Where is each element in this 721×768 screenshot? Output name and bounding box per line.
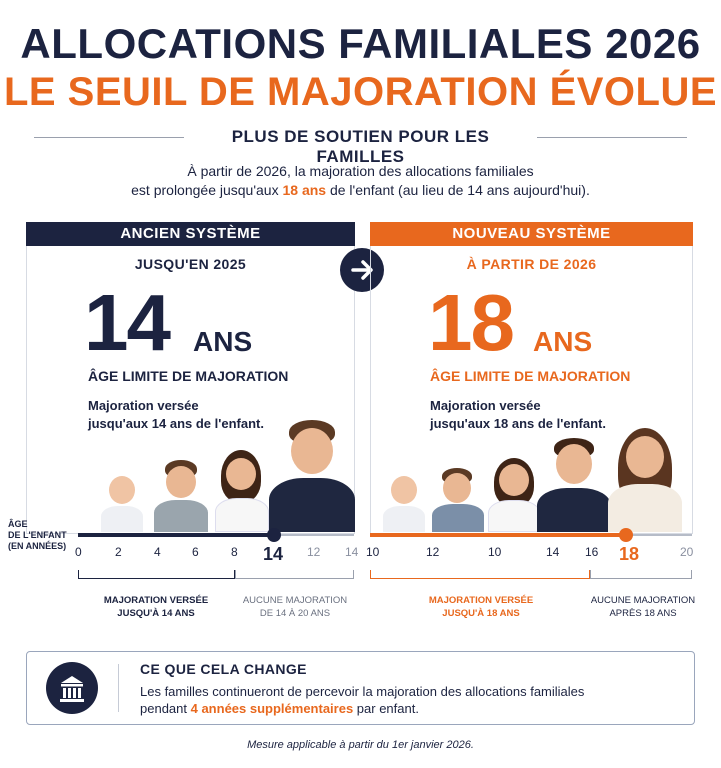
axis-label-line3: (EN ANNÉES): [8, 541, 67, 551]
old-system-header: ANCIEN SYSTÈME: [26, 222, 355, 246]
old-tick: 0: [75, 545, 82, 559]
baby-figure: [382, 492, 426, 532]
new-paid-line1: MAJORATION VERSÉE: [428, 595, 534, 606]
old-timeline-active: [78, 533, 274, 537]
change-title: CE QUE CELA CHANGE: [140, 661, 307, 677]
intro-text: [60, 162, 661, 200]
new-tick: 12: [426, 545, 440, 559]
old-tick: 2: [115, 545, 122, 559]
old-desc-line1: Majoration versée: [88, 398, 199, 413]
new-none-caption: [586, 594, 700, 620]
teen-boy-figure: [537, 438, 611, 532]
old-tick-highlight: 14: [263, 544, 284, 564]
intro-highlight: 18 ans: [282, 182, 327, 198]
intro-line2-after: de l'enfant (au lieu de 14 ans aujourd'hui).: [326, 182, 590, 198]
box-divider: [118, 664, 119, 712]
axis-label-line1: ÂGE: [8, 519, 28, 529]
new-tick: 16: [585, 545, 599, 559]
change-line2: [140, 700, 680, 717]
new-limit-label: ÂGE LIMITE DE MAJORATION: [430, 368, 631, 384]
old-paid-caption: [90, 594, 222, 620]
baby-figure: [99, 492, 143, 532]
old-timeline-marker: [267, 528, 281, 542]
child-figure: [151, 460, 209, 532]
new-system-header: NOUVEAU SYSTÈME: [370, 222, 693, 246]
old-none-caption: [238, 594, 352, 620]
new-timeline-active: [370, 533, 626, 537]
old-tick: 14: [345, 545, 359, 559]
girl-figure: [485, 458, 543, 532]
old-tick: 6: [192, 545, 199, 559]
new-tick: 14: [546, 545, 560, 559]
child-figure: [430, 468, 484, 532]
page-subtitle-orange: LE SEUIL DE MAJORATION ÉVOLUE: [3, 70, 718, 114]
new-age-number: 18: [428, 278, 513, 367]
new-paid-bracket: [370, 570, 590, 579]
old-tick: 8: [231, 545, 238, 559]
old-paid-line1: MAJORATION VERSÉE: [103, 595, 209, 606]
change-text: [140, 683, 680, 717]
change-line2-before: pendant: [140, 701, 191, 716]
divider-left: [34, 137, 184, 138]
girl-figure: [211, 450, 271, 532]
old-age-unit: ANS: [193, 326, 253, 357]
new-age-unit: ANS: [533, 326, 593, 357]
old-children-illustration: [96, 410, 354, 532]
new-tick: 20: [680, 545, 694, 559]
footer-note: Mesure applicable à partir du 1er janvier 2026.: [247, 739, 474, 751]
page-title: ALLOCATIONS FAMILIALES 2026: [20, 20, 701, 67]
young-woman-figure: [606, 428, 684, 532]
old-age-number: 14: [84, 278, 169, 367]
institution-icon: [46, 662, 98, 714]
axis-label-line2: DE L'ENFANT: [8, 530, 67, 540]
new-children-illustration: [380, 420, 690, 532]
change-highlight: 4 années supplémentaires: [190, 701, 354, 716]
new-timeline-marker: [619, 528, 633, 542]
new-none-bracket: [590, 570, 692, 579]
intro-line1: À partir de 2026, la majoration des allocations familiales: [187, 163, 534, 179]
new-paid-caption: [412, 594, 550, 620]
change-line2-after: par enfant.: [353, 701, 419, 716]
old-none-line1: AUCUNE MAJORATION: [242, 595, 348, 606]
old-desc-line2: jusqu'aux 14 ans de l'enfant.: [88, 416, 264, 431]
new-desc-line1: Majoration versée: [430, 398, 541, 413]
old-paid-bracket: [78, 570, 235, 579]
intro-line2-before: est prolongée jusqu'aux: [131, 182, 283, 198]
teen-figure: [269, 420, 355, 532]
new-desc-line2: jusqu'aux 18 ans de l'enfant.: [430, 416, 606, 431]
new-tick: 10: [366, 545, 380, 559]
old-paid-line2: JUSQU'À 14 ANS: [117, 608, 195, 619]
old-none-bracket: [235, 570, 354, 579]
old-tick: 12: [307, 545, 321, 559]
new-none-line1: AUCUNE MAJORATION: [590, 595, 696, 606]
new-tick: 10: [488, 545, 502, 559]
old-none-line2: DE 14 À 20 ANS: [259, 608, 331, 619]
new-timeline-inactive: [626, 534, 692, 536]
change-line1: Les familles continueront de percevoir la majoration des allocations familiales: [140, 684, 585, 699]
old-timeline-inactive: [274, 534, 354, 536]
old-tick: 4: [154, 545, 161, 559]
axis-label: [8, 519, 70, 552]
new-paid-line2: JUSQU'À 18 ANS: [442, 608, 520, 619]
section-subtitle: PLUS DE SOUTIEN POUR LES FAMILLES: [231, 127, 490, 166]
intro-line2: [60, 181, 661, 200]
divider-right: [537, 137, 687, 138]
new-period: À PARTIR DE 2026: [466, 256, 597, 272]
new-tick-highlight: 18: [619, 544, 640, 564]
old-limit-label: ÂGE LIMITE DE MAJORATION: [88, 368, 289, 384]
new-none-line2: APRÈS 18 ANS: [609, 608, 677, 619]
old-period: JUSQU'EN 2025: [134, 256, 247, 272]
